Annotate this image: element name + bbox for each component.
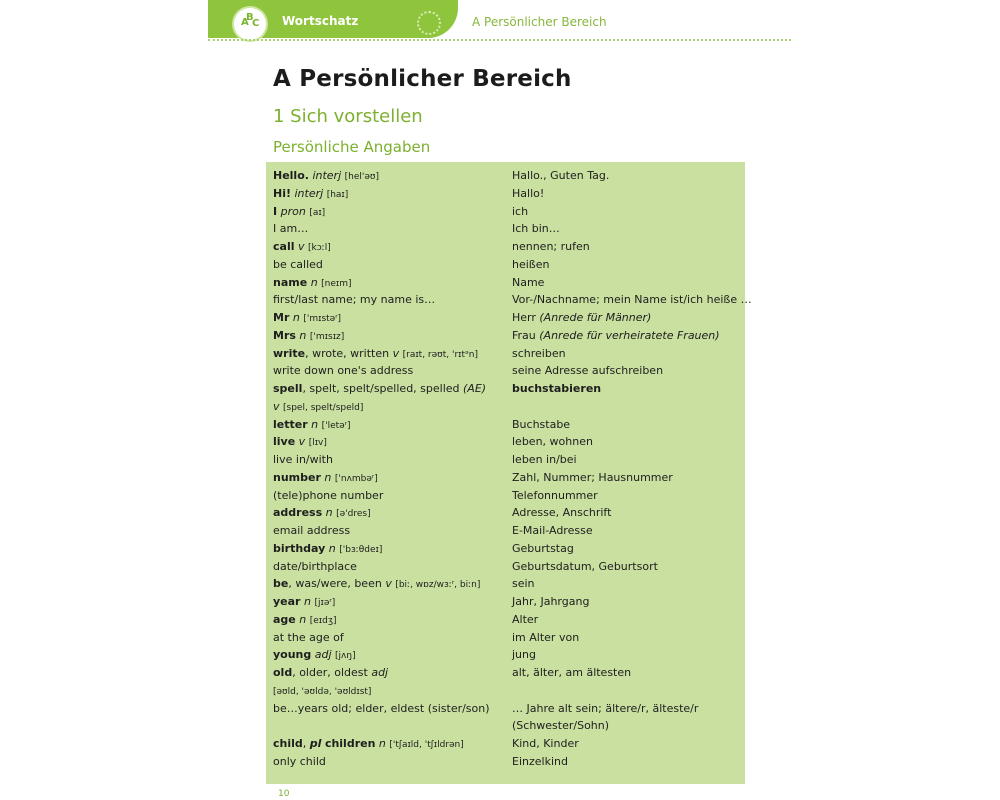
en-segment: interj <box>312 169 342 182</box>
de-segment: Herr <box>512 311 540 324</box>
german-translation <box>512 345 566 363</box>
en-segment: I am… <box>273 222 309 236</box>
german-translation <box>512 309 651 327</box>
vocab-row <box>266 291 752 309</box>
german-translation <box>512 327 720 345</box>
en-segment: address <box>273 506 323 520</box>
en-segment: (AE) <box>463 382 487 395</box>
vocab-row <box>266 309 745 327</box>
german-translation <box>512 504 611 522</box>
vocab-row <box>266 220 745 238</box>
vocab-row <box>266 522 745 540</box>
en-segment: children <box>324 737 376 750</box>
german-translation <box>512 753 568 771</box>
en-segment: [kɔːl] <box>308 243 331 253</box>
vocab-row <box>266 735 745 753</box>
en-segment: v <box>385 577 392 591</box>
en-segment: , older, oldest <box>292 666 372 679</box>
en-segment: I <box>273 204 278 218</box>
german-translation <box>512 593 589 611</box>
de-segment: Geburtsdatum, Geburtsort <box>512 559 658 573</box>
english-term <box>273 664 388 682</box>
german-translation <box>512 167 609 185</box>
german-translation <box>512 185 544 203</box>
en-segment: n <box>292 311 300 324</box>
en-segment: young <box>273 648 312 662</box>
de-segment: Kind, Kinder <box>512 737 579 750</box>
en-segment: live <box>273 435 296 449</box>
en-segment: Hello. <box>273 169 309 182</box>
en-segment: write down one's address <box>273 364 414 378</box>
en-segment: ['bɜːθdeɪ] <box>339 544 383 555</box>
german-translation <box>512 203 528 221</box>
de-segment: Name <box>512 275 545 289</box>
de-segment: Hallo., Guten Tag. <box>512 169 610 182</box>
german-translation <box>512 540 574 558</box>
german-translation <box>512 469 673 487</box>
en-segment: write <box>273 346 306 360</box>
de-segment: buchstabieren <box>512 382 602 395</box>
english-term <box>273 522 350 540</box>
en-segment: pl <box>309 737 322 750</box>
vocab-row <box>266 451 745 469</box>
en-segment: live in/with <box>273 453 333 466</box>
vocab-row <box>266 629 745 647</box>
de-segment: nennen; rufen <box>512 240 590 253</box>
en-segment: (tele)phone number <box>273 488 384 502</box>
de-segment: Frau <box>512 328 540 342</box>
en-segment: n <box>310 275 318 289</box>
german-translation <box>512 433 593 451</box>
abc-letter-a: A <box>241 17 249 28</box>
en-segment: only child <box>273 754 326 768</box>
de-segment: alt, älter, am ältesten <box>512 666 632 679</box>
de-segment: Einzelkind <box>512 754 568 768</box>
en-segment: at the age of <box>273 630 344 644</box>
english-term <box>273 629 344 647</box>
german-translation <box>512 256 549 274</box>
page-title: A Persönlicher Bereich <box>273 66 572 92</box>
vocab-row <box>266 345 745 363</box>
en-segment: n <box>328 541 336 555</box>
vocab-row <box>266 682 745 700</box>
en-segment: ['nʌmbəʳ] <box>334 473 378 484</box>
de-segment: Telefonnummer <box>512 488 598 502</box>
de-segment: leben, wohnen <box>512 435 593 449</box>
en-segment: Hi! <box>273 186 291 200</box>
en-segment: number <box>273 470 321 484</box>
dotted-circle-icon <box>417 11 441 35</box>
de-segment: heißen <box>512 257 550 271</box>
english-term <box>273 291 435 309</box>
en-segment: spell <box>273 382 303 395</box>
de-segment: schreiben <box>512 346 566 360</box>
de-segment: Jahr, Jahrgang <box>512 595 590 608</box>
vocab-row <box>266 593 745 611</box>
en-segment: interj <box>294 186 324 200</box>
vocab-row <box>266 380 745 398</box>
en-segment: v <box>298 435 306 449</box>
german-translation <box>512 700 698 718</box>
english-term <box>273 558 357 576</box>
vocab-row <box>266 611 745 629</box>
en-segment: be called <box>273 257 323 271</box>
german-translation <box>512 646 536 664</box>
en-segment: n <box>378 737 386 750</box>
de-segment: Hallo! <box>512 186 545 200</box>
en-segment: pron <box>280 204 306 218</box>
en-segment: ['letəʳ] <box>321 420 351 431</box>
german-translation <box>512 611 538 629</box>
de-segment: leben in/bei <box>512 453 577 466</box>
vocab-row <box>266 540 745 558</box>
german-translation <box>512 558 658 576</box>
de-segment: Ich bin… <box>512 222 560 236</box>
german-translation <box>512 629 579 647</box>
en-segment: v <box>392 346 400 360</box>
en-segment: be <box>273 577 289 591</box>
en-segment: n <box>324 470 332 484</box>
en-segment: [raɪt, rəʊt, 'rɪtᵊn] <box>402 349 478 360</box>
en-segment: ['mɪsɪz] <box>309 331 345 342</box>
en-segment: letter <box>273 417 308 431</box>
vocab-row <box>266 646 745 664</box>
en-segment: n <box>303 595 311 608</box>
en-segment: old <box>273 666 293 679</box>
header-divider <box>208 39 791 41</box>
de-segment: (Schwester/Sohn) <box>512 719 610 733</box>
en-segment: first/last name; my name is… <box>273 293 436 307</box>
en-segment: child <box>273 737 303 750</box>
en-segment: [jʌŋ] <box>335 651 356 662</box>
vocabulary-list <box>266 167 752 771</box>
de-segment: sein <box>512 577 535 591</box>
en-segment: adj <box>314 648 332 662</box>
chapter-label: Wortschatz <box>282 14 359 28</box>
english-term <box>273 753 326 771</box>
en-segment: [lɪv] <box>308 438 327 449</box>
german-translation <box>512 380 601 398</box>
vocab-row <box>266 575 745 593</box>
de-segment: seine Adresse aufschreiben <box>512 364 664 378</box>
english-term <box>273 700 490 718</box>
page-subtitle: 1 Sich vorstellen <box>273 106 423 127</box>
en-segment: be…years old; elder, eldest (sister/son) <box>273 701 490 715</box>
en-segment: , <box>302 737 310 750</box>
en-segment: , was/were, been <box>288 577 386 591</box>
german-translation <box>512 291 752 309</box>
german-translation <box>512 664 631 682</box>
page-number: 10 <box>278 789 290 799</box>
german-translation <box>512 717 609 735</box>
vocab-row <box>266 238 745 256</box>
english-term <box>273 220 308 238</box>
abc-letter-b: B <box>246 12 254 23</box>
vocab-row <box>266 753 745 771</box>
en-segment: [ə'dres] <box>336 509 371 520</box>
en-segment: n <box>299 612 307 626</box>
de-segment: (Anrede für verheiratete Frauen) <box>539 328 720 342</box>
en-segment: Mr <box>273 311 290 324</box>
en-segment: name <box>273 275 308 289</box>
german-translation <box>512 416 570 434</box>
en-segment: [spel, spelt/speld] <box>283 402 364 413</box>
english-term <box>273 256 323 274</box>
abc-letter-c: C <box>252 18 260 29</box>
en-segment: email address <box>273 524 351 537</box>
vocab-row <box>266 664 745 682</box>
en-segment: ['tʃaɪld, 'tʃɪldrən] <box>389 740 464 750</box>
german-translation <box>512 735 579 753</box>
english-term <box>273 362 413 380</box>
vocab-row <box>266 433 745 451</box>
en-segment: [hel'əʊ] <box>344 172 379 182</box>
en-segment: Mrs <box>273 328 296 342</box>
en-segment: [jɪəʳ] <box>314 598 336 608</box>
de-segment: ich <box>512 204 529 218</box>
vocab-row <box>266 274 745 292</box>
vocab-row <box>266 185 745 203</box>
en-segment: year <box>273 595 301 608</box>
german-translation <box>512 274 544 292</box>
en-segment: n <box>311 417 319 431</box>
german-translation <box>512 487 598 505</box>
en-segment: , wrote, written <box>305 346 393 360</box>
vocab-row <box>266 487 745 505</box>
english-term <box>273 487 383 505</box>
en-segment: [biː, wɒz/wɜːʳ, biːn] <box>395 580 481 591</box>
de-segment: … Jahre alt sein; ältere/r, älteste/r <box>512 701 699 715</box>
vocab-row <box>266 700 745 718</box>
vocab-row <box>266 558 745 576</box>
en-segment: n <box>299 328 307 342</box>
en-segment: [eɪdʒ] <box>309 615 337 626</box>
vocab-row <box>266 469 745 487</box>
english-term <box>273 451 333 469</box>
en-segment: [aɪ] <box>309 207 326 218</box>
de-segment: Vor-/Nachname; mein Name ist/ich heiße … <box>512 293 752 307</box>
running-header: A Persönlicher Bereich <box>472 15 607 29</box>
en-segment: v <box>297 240 305 253</box>
en-segment: , spelt, spelt/spelled, spelled <box>302 382 464 395</box>
german-translation <box>512 522 593 540</box>
de-segment: jung <box>512 648 536 662</box>
vocab-row <box>266 327 745 345</box>
en-segment: date/birthplace <box>273 559 357 573</box>
en-segment: v <box>273 399 280 413</box>
de-segment: Alter <box>512 612 539 626</box>
en-segment: n <box>325 506 333 520</box>
abc-icon <box>234 8 266 40</box>
en-segment: age <box>273 612 296 626</box>
en-segment: call <box>273 240 295 253</box>
vocab-row <box>266 504 745 522</box>
german-translation <box>512 451 577 469</box>
vocab-row <box>266 362 745 380</box>
vocab-row <box>266 167 745 185</box>
de-segment: E-Mail-Adresse <box>512 524 593 537</box>
en-segment: [əʊld, 'əʊldə, 'əʊldɪst] <box>273 686 372 697</box>
de-segment: (Anrede für Männer) <box>539 311 652 324</box>
en-segment: [neɪm] <box>321 278 352 289</box>
english-term <box>273 380 486 398</box>
german-translation <box>512 220 560 238</box>
vocab-row <box>266 717 745 735</box>
german-translation <box>512 238 590 256</box>
de-segment: Zahl, Nummer; Hausnummer <box>512 470 673 484</box>
section-heading: Persönliche Angaben <box>273 138 431 156</box>
en-segment: [haɪ] <box>326 189 349 200</box>
de-segment: Adresse, Anschrift <box>512 506 612 520</box>
vocab-row <box>266 416 745 434</box>
de-segment: im Alter von <box>512 630 580 644</box>
vocab-row <box>266 203 745 221</box>
en-segment: birthday <box>273 541 326 555</box>
vocabulary-box <box>266 162 752 784</box>
german-translation <box>512 575 535 593</box>
en-segment: adj <box>371 666 389 679</box>
vocab-row <box>266 256 745 274</box>
en-segment: ['mɪstəʳ] <box>303 314 342 324</box>
german-translation <box>512 362 663 380</box>
de-segment: Geburtstag <box>512 541 574 555</box>
vocab-row <box>266 398 745 416</box>
de-segment: Buchstabe <box>512 417 571 431</box>
